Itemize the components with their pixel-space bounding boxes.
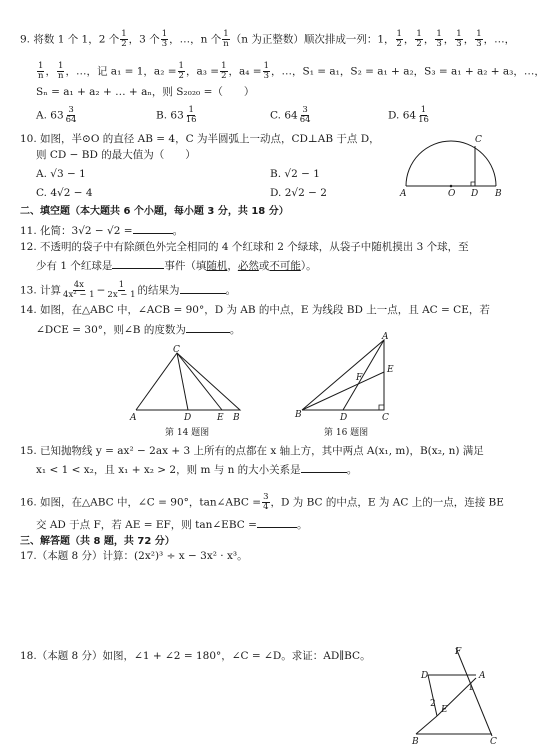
label-a: A bbox=[400, 189, 407, 199]
q9-line2: $\frac{1}{n}$ ， $\frac{1}{n}$ ，…，记 a₁ = 1，a₂ = $\frac{1}{2}$ ，a₃ = $\frac{1}{2}$ ，a₄ = $\frac{1}{3}$ ，…，S₁ = a₁，S₂ = a₁ + a₂，S₃ = a₁ + a₂ + a₃，…， bbox=[38, 61, 545, 81]
q12-line2: 少有 1 个红球是 事件（填随机，必然或不可能）。 bbox=[36, 260, 317, 272]
segment-e-b bbox=[416, 716, 437, 734]
label-a: A bbox=[382, 332, 389, 342]
q11-answer-blank[interactable] bbox=[133, 223, 173, 234]
right-angle-mark bbox=[471, 182, 475, 186]
q14-answer-blank[interactable] bbox=[186, 322, 230, 333]
q12-answer-blank[interactable] bbox=[112, 258, 164, 269]
q13-fraction-1: $\frac{4x}{\text{4x² − 1}}$ bbox=[63, 280, 95, 300]
q9-seq-n-2: $\frac{1}{n}$ bbox=[57, 61, 64, 81]
q16-tan-fraction: $\frac{3}{4}$ bbox=[263, 492, 269, 512]
triangle-abc bbox=[302, 340, 384, 410]
q14-line2: ∠DCE = 30°，则∠B 的度数为 。 bbox=[36, 324, 241, 336]
q9-seq-n-1: $\frac{1}{n}$ bbox=[38, 61, 44, 81]
right-angle-mark bbox=[379, 405, 384, 410]
q16-line1: 16. 如图，在△ABC 中，∠C = 90°，tan∠ABC = $\frac{3}{4}$ ，D 为 BC 的中点，E 为 AC 上的一点，连接 BE bbox=[20, 492, 504, 512]
q18-line: 18.（本题 8 分）如图，∠1 + ∠2 = 180°，∠C = ∠D。求证：AD∥BC。 bbox=[20, 650, 371, 662]
label-c: C bbox=[490, 737, 497, 747]
label-e: E bbox=[441, 705, 448, 715]
label-c: C bbox=[173, 345, 180, 355]
label-c: C bbox=[475, 135, 482, 145]
q9-a4-fraction: $\frac{1}{3}$ bbox=[263, 61, 270, 81]
q9-text-b: ，3 个 bbox=[128, 33, 160, 46]
q9-option-b: B. 63 $\frac{1}{16}$ bbox=[156, 105, 197, 125]
label-b: B bbox=[412, 737, 419, 747]
label-b: B bbox=[495, 189, 502, 199]
q14-triangle-figure bbox=[126, 343, 252, 439]
q16-triangle-figure bbox=[290, 332, 405, 439]
label-angle-1: 1 bbox=[468, 683, 474, 693]
label-c: C bbox=[382, 413, 389, 423]
q9-text-e: ，…， bbox=[483, 33, 516, 46]
label-d: D bbox=[421, 671, 429, 681]
label-f: F bbox=[356, 373, 363, 383]
q9-text-h: ，a₄ = bbox=[228, 65, 262, 78]
segment-be bbox=[302, 372, 384, 410]
q9-text-c: ，…，n 个 bbox=[169, 33, 222, 46]
q9-text-g: ，a₃ = bbox=[185, 65, 220, 78]
q13-answer-blank[interactable] bbox=[180, 283, 226, 294]
segment-d-e bbox=[428, 675, 437, 716]
q10-option-c: C. 4√2 − 4 bbox=[36, 187, 93, 199]
q9-option-d: D. 64 $\frac{1}{16}$ bbox=[388, 105, 429, 125]
q9-text-a: 9. 将数 1 个 1，2 个 bbox=[20, 33, 120, 46]
q9-text-i: ，…，S₁ = a₁，S₂ = a₁ + a₂，S₃ = a₁ + a₂ + a₃，…， bbox=[271, 65, 545, 78]
label-e: E bbox=[387, 365, 394, 375]
q15-answer-blank[interactable] bbox=[301, 462, 347, 473]
q9-text-f: ，…，记 a₁ = 1，a₂ = bbox=[65, 65, 177, 78]
fig16-caption: 第 16 题图 bbox=[324, 428, 369, 438]
q9-fraction-third: $\frac{1}{3}$ bbox=[161, 29, 168, 49]
q14-line1: 14. 如图，在△ABC 中，∠ACB = 90°，D 为 AB 的中点，E 为线段 BD 上一点，且 AC = CE，若 bbox=[20, 304, 490, 316]
q16-line2: 交 AD 于点 F，若 AE = EF，则 tan∠EBC = 。 bbox=[36, 519, 308, 531]
q16-answer-blank[interactable] bbox=[257, 517, 297, 528]
section-3-heading: 三、解答题（共 8 题，共 72 分） bbox=[20, 536, 175, 547]
q17-line: 17.（本题 8 分）计算：(2x²)³ ÷ x − 3x² · x³。 bbox=[20, 550, 248, 562]
q13-line: 13. 计算 $\frac{4x}{\text{4x² − 1}}$ − $\frac{1}{2x - 1}$ 的结果为 。 bbox=[20, 280, 237, 300]
q13-fraction-2: $\frac{1}{2x - 1}$ bbox=[107, 280, 136, 300]
q15-line1: 15. 已知抛物线 y = ax² − 2ax + 3 上所有的点都在 x 轴上方，其中两点 A(x₁, m)，B(x₂, n) 满足 bbox=[20, 445, 484, 457]
q9-a2-fraction: $\frac{1}{2}$ bbox=[178, 61, 184, 81]
fig14-caption: 第 14 题图 bbox=[165, 428, 210, 438]
q9-seq-third-1: $\frac{1}{3}$ bbox=[436, 29, 442, 49]
q9-line1: 9. 将数 1 个 1，2 个 $\frac{1}{2}$ ，3 个 $\frac{1}{3}$ ，…，n 个 $\frac{1}{n}$ （n 为正整数）顺次排成一列：1， $\frac{1}{2}$ ， $\frac{1}{2}$ ， $\frac{1}{3}$ ， $\frac{1}{3}$ ， $\frac{1}{3}$ ，…， bbox=[20, 29, 516, 49]
center-o-dot bbox=[450, 185, 453, 188]
label-e: E bbox=[217, 413, 224, 423]
q9-seq-half-2: $\frac{1}{2}$ bbox=[416, 29, 422, 49]
q11-line: 11. 化简：3√2 − √2 = 。 bbox=[20, 225, 184, 237]
q10-option-b: B. √2 − 1 bbox=[270, 168, 320, 180]
label-d: D bbox=[184, 413, 192, 423]
semicircle-arc bbox=[406, 141, 496, 186]
q9-fraction-1n: $\frac{1}{n}$ bbox=[223, 29, 229, 49]
q10-line2: 则 CD − BD 的最大值为（ ） bbox=[36, 149, 196, 161]
label-a: A bbox=[130, 413, 137, 423]
label-d: D bbox=[340, 413, 348, 423]
label-o: O bbox=[448, 189, 456, 199]
q9-a3-fraction: $\frac{1}{2}$ bbox=[221, 61, 227, 81]
q9-seq-third-3: $\frac{1}{3}$ bbox=[476, 29, 482, 49]
q9-option-a: A. 63 $\frac{3}{64}$ bbox=[36, 105, 77, 125]
q9-seq-half-1: $\frac{1}{2}$ bbox=[396, 29, 402, 49]
q15-line2: x₁ < 1 < x₂，且 x₁ + x₂ > 2，则 m 与 n 的大小关系是 。 bbox=[36, 464, 358, 476]
q12-line1: 12. 不透明的袋子中有除颜色外完全相同的 4 个红球和 2 个绿球，从袋子中随机摸出 3 个球，至 bbox=[20, 241, 469, 253]
label-d: D bbox=[471, 189, 479, 199]
q9-line3: Sₙ = a₁ + a₂ + … + aₙ，则 S₂₀₂₀ =（ ） bbox=[36, 86, 255, 98]
q18-geometry-figure bbox=[408, 644, 508, 748]
q9-option-c: C. 64 $\frac{3}{64}$ bbox=[270, 105, 311, 125]
q9-seq-third-2: $\frac{1}{3}$ bbox=[456, 29, 462, 49]
label-angle-2: 2 bbox=[430, 699, 436, 709]
q9-text-d: （n 为正整数）顺次排成一列：1， bbox=[230, 33, 395, 46]
label-f: F bbox=[455, 647, 462, 657]
q10-option-d: D. 2√2 − 2 bbox=[270, 187, 327, 199]
label-b: B bbox=[295, 410, 302, 420]
label-a: A bbox=[479, 671, 486, 681]
triangle-abc bbox=[136, 353, 240, 410]
label-b: B bbox=[233, 413, 240, 423]
q10-semicircle-figure bbox=[398, 128, 508, 200]
segment-ce bbox=[177, 353, 222, 410]
q10-option-a: A. √3 − 1 bbox=[36, 168, 86, 180]
q9-fraction-half: $\frac{1}{2}$ bbox=[121, 29, 127, 49]
section-2-heading: 二、填空题（本大题共 6 个小题，每小题 3 分，共 18 分） bbox=[20, 206, 289, 217]
q10-line1: 10. 如图，半⊙O 的直径 AB = 4，C 为半圆弧上一动点，CD⊥AB 于点 D， bbox=[20, 133, 380, 145]
